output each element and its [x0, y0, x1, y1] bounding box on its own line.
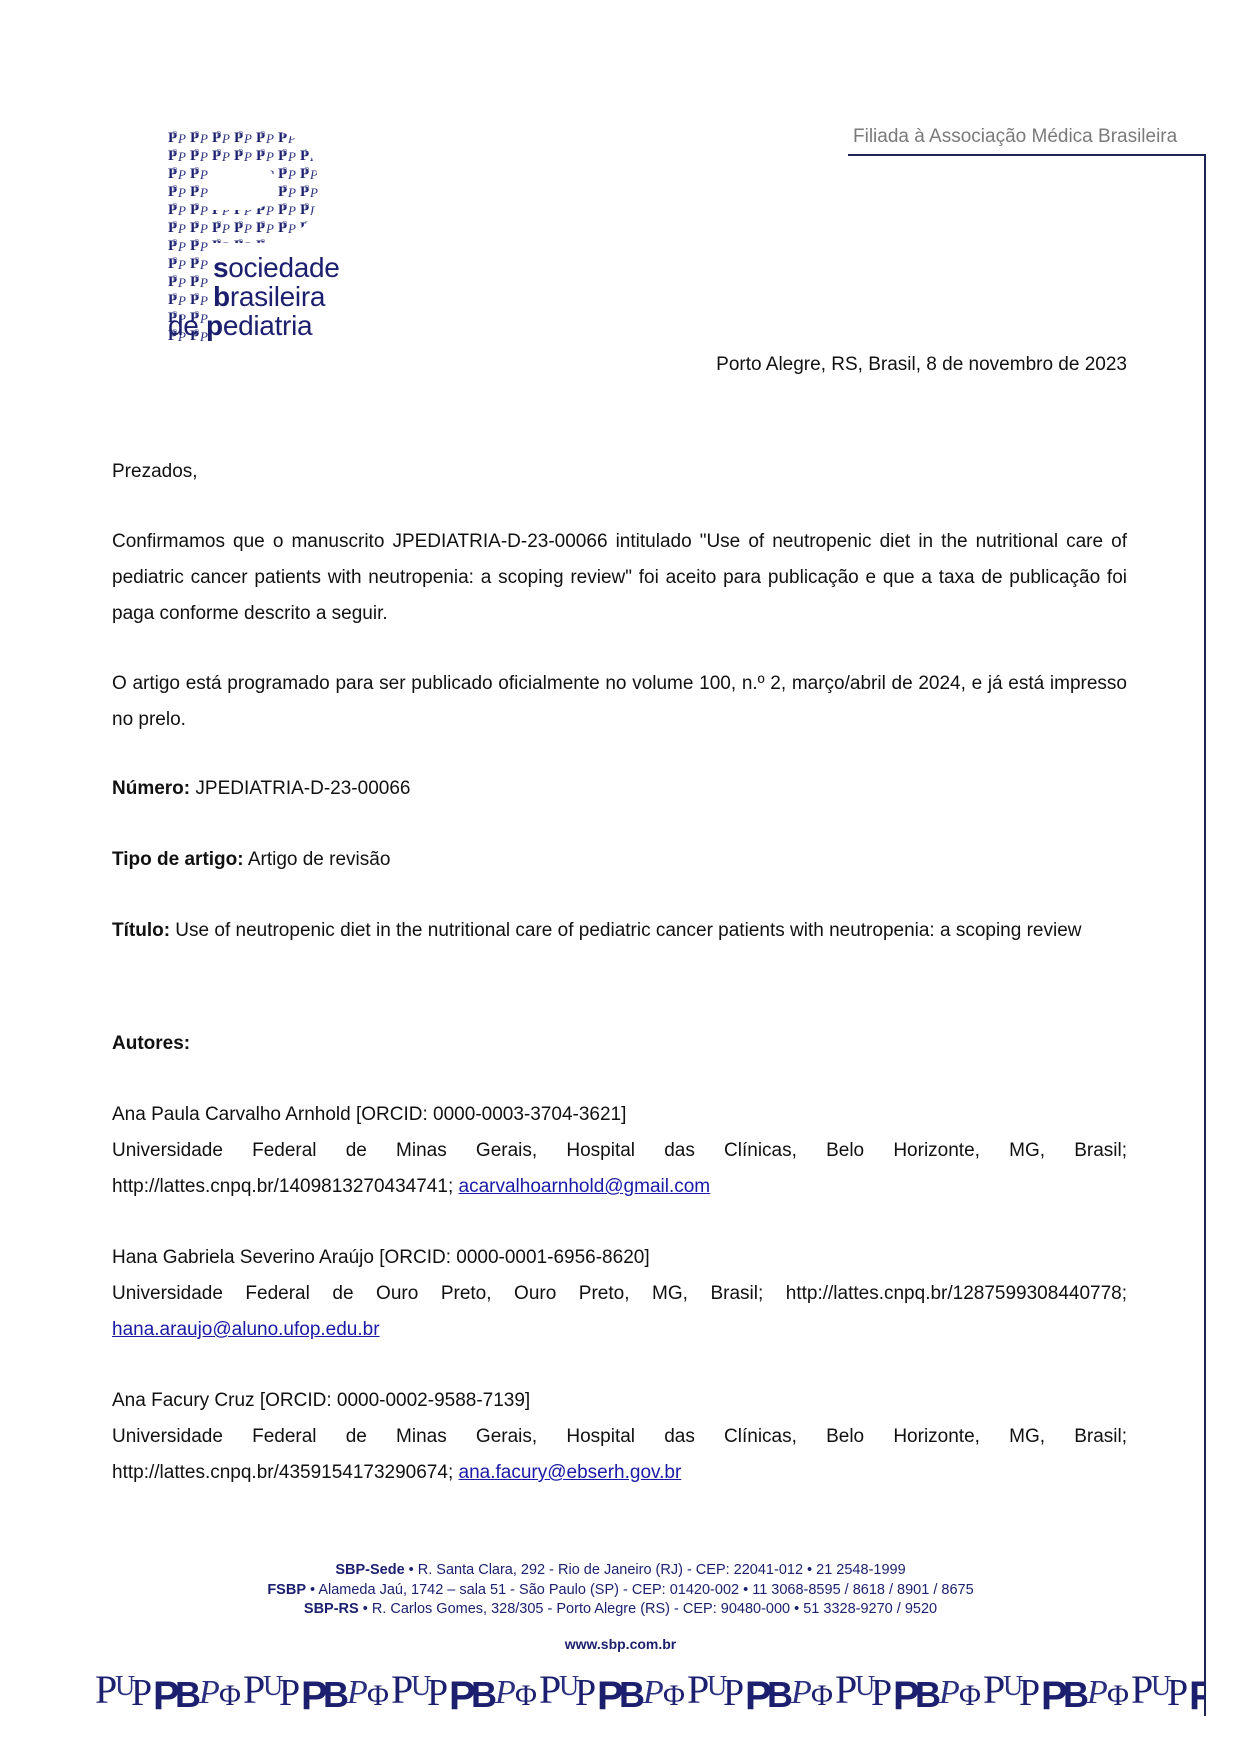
office-text: • R. Santa Clara, 292 - Rio de Janeiro (RJ) - CEP: 22041-012 • 21 2548-1999	[404, 1562, 906, 1578]
logo-initial: s	[213, 252, 229, 283]
logo-word: ociedade	[228, 252, 340, 283]
salutation: Prezados,	[112, 461, 198, 482]
authors-heading	[112, 1026, 1127, 1062]
author-entry	[112, 1240, 1127, 1348]
footer-addresses	[0, 1561, 1241, 1654]
author-email-link[interactable]: acarvalhoarnhold@gmail.com	[458, 1176, 711, 1197]
author-affiliation	[112, 1133, 1127, 1205]
field-value: Use of neutropenic diet in the nutritional care of pediatric cancer patients with neutropenia: a scoping review	[170, 920, 1082, 941]
author-affiliation	[112, 1419, 1127, 1491]
field-label: Título:	[112, 920, 171, 941]
office-label: SBP-RS	[303, 1601, 359, 1617]
field-label: Tipo de artigo:	[112, 849, 244, 870]
field-numero	[112, 771, 1127, 807]
office-label: SBP-Sede	[335, 1562, 405, 1578]
logo-word: rasileira	[229, 281, 326, 312]
author-entry	[112, 1097, 1127, 1205]
office-line	[0, 1561, 1241, 1581]
author-name: Hana Gabriela Severino Araújo [ORCID: 0000-0001-6956-8620]	[112, 1247, 650, 1268]
author-name: Ana Facury Cruz [ORCID: 0000-0002-9588-7139]	[112, 1390, 531, 1411]
field-value: JPEDIATRIA-D-23-00066	[190, 778, 411, 799]
field-tipo	[112, 842, 1127, 878]
frame-right-divider	[1204, 154, 1206, 1716]
author-email-link[interactable]: hana.araujo@aluno.ufop.edu.br	[112, 1319, 380, 1340]
field-titulo	[112, 913, 1127, 949]
office-label: FSBP	[267, 1581, 306, 1598]
office-line	[0, 1600, 1241, 1620]
frame-top-divider	[848, 154, 1206, 156]
logo-word: ediatria	[222, 310, 313, 341]
author-entry	[112, 1383, 1127, 1491]
author-affiliation-text: Universidade Federal de Ouro Preto, Ouro Preto, MG, Brasil; http://lattes.cnpq.br/1287599308440778;	[112, 1283, 1127, 1304]
paragraph-acceptance: Confirmamos que o manuscrito JPEDIATRIA-D-23-00066 intitulado "Use of neutropenic diet in the nutritional care of pediatric cancer patients with neutropenia: a scoping review" foi aceito para publicação e que a taxa de publicação foi paga conforme descrito a seguir.	[112, 531, 1127, 624]
logo-wordmark	[168, 252, 340, 341]
office-text: • Alameda Jaú, 1742 – sala 51 - São Paulo (SP) - CEP: 01420-002 • 11 3068-8595 / 8618 / 8901 / 8675	[305, 1581, 974, 1598]
website-link[interactable]: www.sbp.com.br	[564, 1635, 677, 1652]
author-email-link[interactable]: ana.facury@ebserh.gov.br	[458, 1462, 682, 1483]
field-value: Artigo de revisão	[243, 849, 391, 870]
p-mosaic-band-icon	[95, 1665, 1205, 1711]
place-date: Porto Alegre, RS, Brasil, 8 de novembro de 2023	[716, 354, 1127, 375]
affiliation-text: Filiada à Associação Médica Brasileira	[853, 126, 1178, 147]
office-text: • R. Carlos Gomes, 328/305 - Porto Alegre (RS) - CEP: 90480-000 • 51 3328-9270 / 9520	[358, 1601, 938, 1617]
paragraph-schedule: O artigo está programado para ser publicado oficialmente no volume 100, n.º 2, março/abril de 2024, e já está impresso no prelo.	[112, 673, 1127, 730]
office-line	[0, 1581, 1241, 1601]
author-affiliation-text: Universidade Federal de Minas Gerais, Hospital das Clínicas, Belo Horizonte, MG, Brasil; http://lattes.cnpq.br/4359154173290674;	[112, 1426, 1127, 1483]
logo-word: de	[168, 310, 207, 341]
field-label: Número:	[112, 778, 191, 799]
author-name: Ana Paula Carvalho Arnhold [ORCID: 0000-0003-3704-3621]	[112, 1104, 627, 1125]
authors-label: Autores:	[112, 1033, 191, 1054]
author-affiliation-text: Universidade Federal de Minas Gerais, Hospital das Clínicas, Belo Horizonte, MG, Brasil; http://lattes.cnpq.br/1409813270434741;	[112, 1140, 1127, 1197]
author-affiliation	[112, 1276, 1127, 1348]
logo-initial: b	[213, 281, 230, 312]
logo-initial: p	[206, 310, 223, 341]
sbp-logo	[168, 128, 368, 343]
